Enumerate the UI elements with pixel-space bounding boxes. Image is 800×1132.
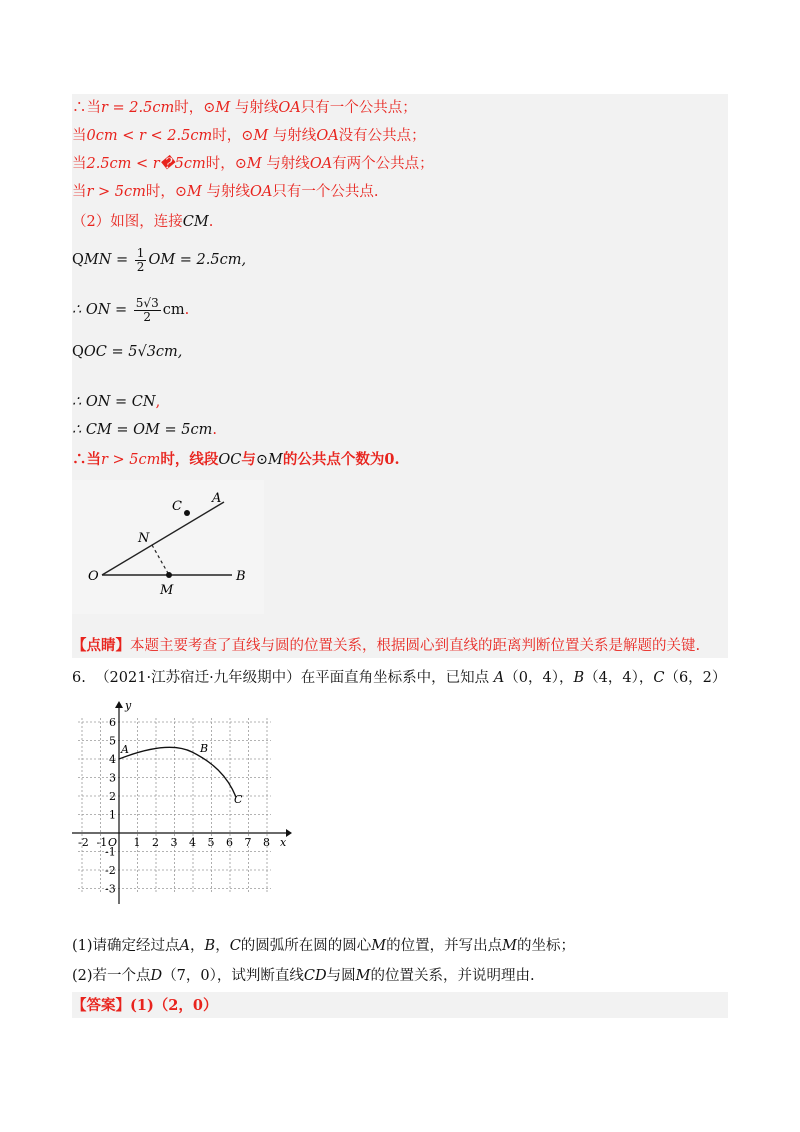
x-tick-label: -2: [78, 836, 89, 849]
x-axis-arrow: [286, 829, 292, 837]
point-m: [166, 572, 172, 578]
solution-line-5: （2）如图，连接CM.: [72, 214, 214, 230]
solution-line-8: QOC = 5√3cm,: [72, 344, 183, 360]
x-tick-label: -1: [96, 836, 108, 849]
label-c: C: [172, 499, 182, 514]
x-axis-label: x: [280, 836, 287, 849]
point-label-b: B: [200, 742, 209, 755]
y-tick-label: -3: [105, 882, 116, 896]
segment-mn: [152, 545, 169, 575]
solution-line-4: 当r > 5cm时，⊙M 与射线OA只有一个公共点.: [72, 184, 379, 200]
point-label-a: A: [121, 743, 129, 756]
x-tick-label: 3: [170, 836, 178, 849]
y-tick-label: -2: [105, 864, 116, 877]
question-part-2: (2)若一个点D（7，0），试判断直线CD与圆M的位置关系，并说明理由.: [72, 968, 535, 984]
fraction-5root3-over-2: $\frac{5√3}{2}$: [135, 295, 159, 324]
question-6: 6. （2021·江苏宿迁·九年级期中）在平面直角坐标系中，已知点 A（0，4），B（4，4），C（6，2）: [72, 670, 727, 686]
y-tick-label: -1: [105, 845, 116, 859]
answer-line: [72, 996, 218, 1016]
solution-line-6: QMN = $\frac{1}{2}$ OM = 2.5cm,: [72, 245, 247, 274]
y-tick-label: 2: [109, 790, 116, 803]
x-tick-label: 2: [152, 836, 159, 849]
question-part-1: (1)请确定经过点A，B，C的圆弧所在圆的圆心M的位置，并写出点M的坐标；: [72, 938, 576, 954]
y-axis-label: y: [125, 700, 132, 712]
y-tick-label: 5: [109, 734, 116, 748]
x-tick-label: 1: [133, 836, 141, 849]
y-tick-label: 4: [109, 753, 116, 766]
x-tick-label: 4: [189, 836, 196, 849]
solution-line-3: 当2.5cm < r�5cm时，⊙M 与射线OA有两个公共点；: [72, 156, 434, 172]
comment-line: [72, 636, 700, 656]
label-n: N: [138, 531, 150, 546]
label-b: B: [236, 569, 246, 584]
solution-line-11: ∴当r > 5cm时，线段OC与⊙M的公共点个数为0.: [72, 451, 400, 468]
solution-line-1: ∴当r = 2.5cm时，⊙M 与射线OA只有一个公共点；: [72, 100, 417, 116]
solution-line-7: ∴ ON = $\frac{5√3}{2}$ cm.: [72, 295, 190, 324]
origin-label: O: [108, 836, 118, 849]
geometry-figure: [72, 480, 264, 614]
solution-line-9: ∴ ON = CN,: [72, 394, 161, 410]
x-tick-label: 7: [244, 836, 252, 849]
solution-line-10: ∴ CM = OM = 5cm.: [72, 422, 217, 438]
answer-text: (1)（2，0）: [130, 997, 218, 1014]
coordinate-figure: [72, 700, 292, 910]
x-tick-label: 6: [226, 836, 233, 849]
ray-oa: [102, 502, 224, 575]
comment-tag: 【点睛】: [72, 637, 130, 654]
point-c: [184, 510, 190, 516]
x-tick-label: 5: [207, 836, 215, 849]
label-m: M: [160, 583, 174, 598]
coordinate-svg: [72, 700, 292, 910]
label-o: O: [88, 569, 99, 584]
y-tick-label: 3: [109, 771, 116, 785]
answer-tag: 【答案】: [72, 997, 130, 1014]
point-label-c: C: [234, 793, 243, 806]
fraction-half: $\frac{1}{2}$: [136, 245, 145, 274]
y-tick-label: 6: [109, 716, 116, 729]
arc-abc: [119, 747, 236, 797]
x-tick-label: 8: [263, 836, 270, 849]
y-tick-label: 1: [109, 808, 116, 822]
label-a: A: [212, 491, 222, 506]
y-axis-arrow: [115, 701, 123, 708]
geometry-figure-svg: [72, 480, 264, 614]
solution-line-2: 当0cm < r < 2.5cm时，⊙M 与射线OA没有公共点；: [72, 128, 426, 144]
comment-text: 本题主要考查了直线与圆的位置关系，根据圆心到直线的距离判断位置关系是解题的关键.: [130, 638, 701, 654]
